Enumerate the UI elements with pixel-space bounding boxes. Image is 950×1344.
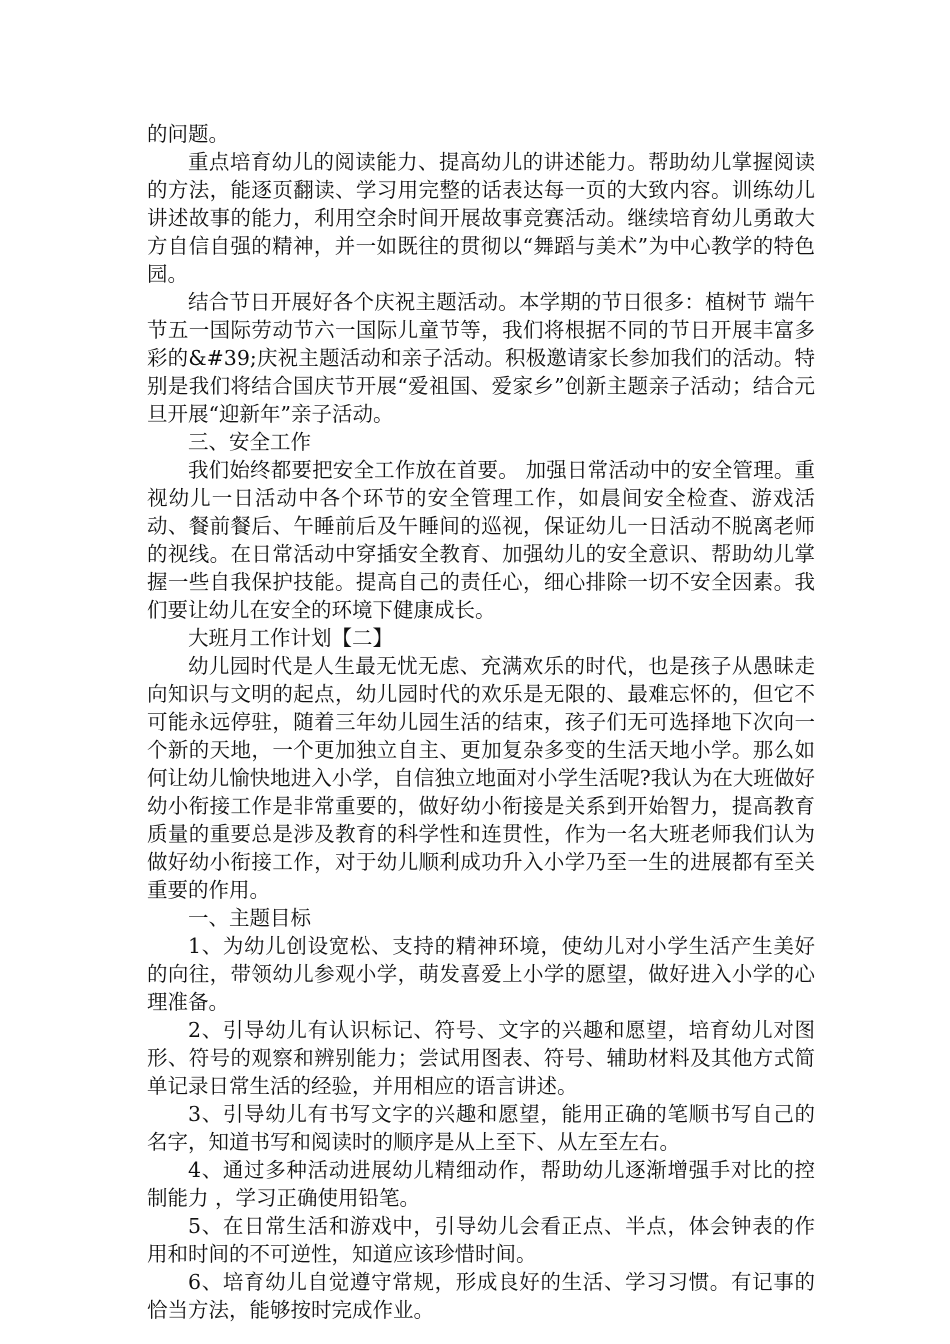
heading-safety-work: 三、安全工作 xyxy=(188,430,311,454)
goal-item-5: 5、在日常生活和游戏中，引导幼儿会看正点、半点，体会钟表的作用和时间的不可逆性，知道应该珍惜时间。 xyxy=(147,1214,815,1266)
paragraph-kindergarten-era: 幼儿园时代是人生最无忧无虑、充满欢乐的时代，也是孩子从愚昧走向知识与文明的起点，幼儿园时代的欢乐是无限的、最难忘怀的，但它不可能永远停驻，随着三年幼儿园生活的结束，孩子们无可选择地下次向一个新的天地，一个更加独立自主、更加复杂多变的生活天地小学。那么如何让幼儿愉快地进入小学，自信独立地面对小学生活呢?我认为在大班做好幼小衔接工作是非常重要的，做好幼小衔接是关系到开始智力，提高教育质量的重要总是涉及教育的科学性和连贯性，作为一名大班老师我们认为做好幼小衔接工作，对于幼儿顺利成功升入小学乃至一生的进展都有至关重要的作用。 xyxy=(147,654,815,902)
paragraph-reading-ability: 重点培育幼儿的阅读能力、提高幼儿的讲述能力。帮助幼儿掌握阅读的方法，能逐页翻读、学习用完整的话表达每一页的大致内容。训练幼儿讲述故事的能力，利用空余时间开展故事竞赛活动。继续培育幼儿勇敢大方自信自强的精神，并一如既往的贯彻以“舞蹈与美术”为中心教学的特色园。 xyxy=(147,150,815,286)
heading-monthly-plan-two: 大班月工作计划【二】 xyxy=(188,626,393,650)
goal-item-1: 1、为幼儿创设宽松、支持的精神环境，使幼儿对小学生活产生美好的向往，带领幼儿参观小学，萌发喜爱上小学的愿望，做好进入小学的心理准备。 xyxy=(147,934,815,1014)
heading-theme-goals: 一、主题目标 xyxy=(188,906,311,930)
goal-item-4: 4、通过多种活动进展幼儿精细动作，帮助幼儿逐渐增强手对比的控制能力 ，学习正确使用铅笔。 xyxy=(147,1158,815,1210)
paragraph-safety-management: 我们始终都要把安全工作放在首要。 加强日常活动中的安全管理。重视幼儿一日活动中各个环节的安全管理工作，如晨间安全检查、游戏活动、餐前餐后、午睡前后及午睡间的巡视，保证幼儿一日活动不脱离老师的视线。在日常活动中穿插安全教育、加强幼儿的安全意识、帮助幼儿掌握一些自我保护技能。提高自己的责任心，细心排除一切不安全因素。我们要让幼儿在安全的环境下健康成长。 xyxy=(147,458,815,622)
goal-item-3: 3、引导幼儿有书写文字的兴趣和愿望，能用正确的笔顺书写自己的名字，知道书写和阅读时的顺序是从上至下、从左至左右。 xyxy=(147,1102,815,1154)
paragraph-continuation: 的问题。 xyxy=(147,122,229,146)
goal-item-2: 2、引导幼儿有认识标记、符号、文字的兴趣和愿望，培育幼儿对图形、符号的观察和辨别能力；尝试用图表、符号、辅助材料及其他方式简单记录日常生活的经验，并用相应的语言讲述。 xyxy=(147,1018,815,1098)
document-body xyxy=(147,120,815,1324)
paragraph-holiday-activities: 结合节日开展好各个庆祝主题活动。本学期的节日很多：植树节 端午节五一国际劳动节六一国际儿童节等，我们将根据不同的节日开展丰富多彩的&#39;庆祝主题活动和亲子活动。积极邀请家长参加我们的活动。特别是我们将结合国庆节开展“爱祖国、爱家乡”创新主题亲子活动；结合元旦开展“迎新年”亲子活动。 xyxy=(147,290,815,426)
goal-item-6: 6、培育幼儿自觉遵守常规，形成良好的生活、学习习惯。有记事的恰当方法，能够按时完成作业。 xyxy=(147,1270,815,1322)
